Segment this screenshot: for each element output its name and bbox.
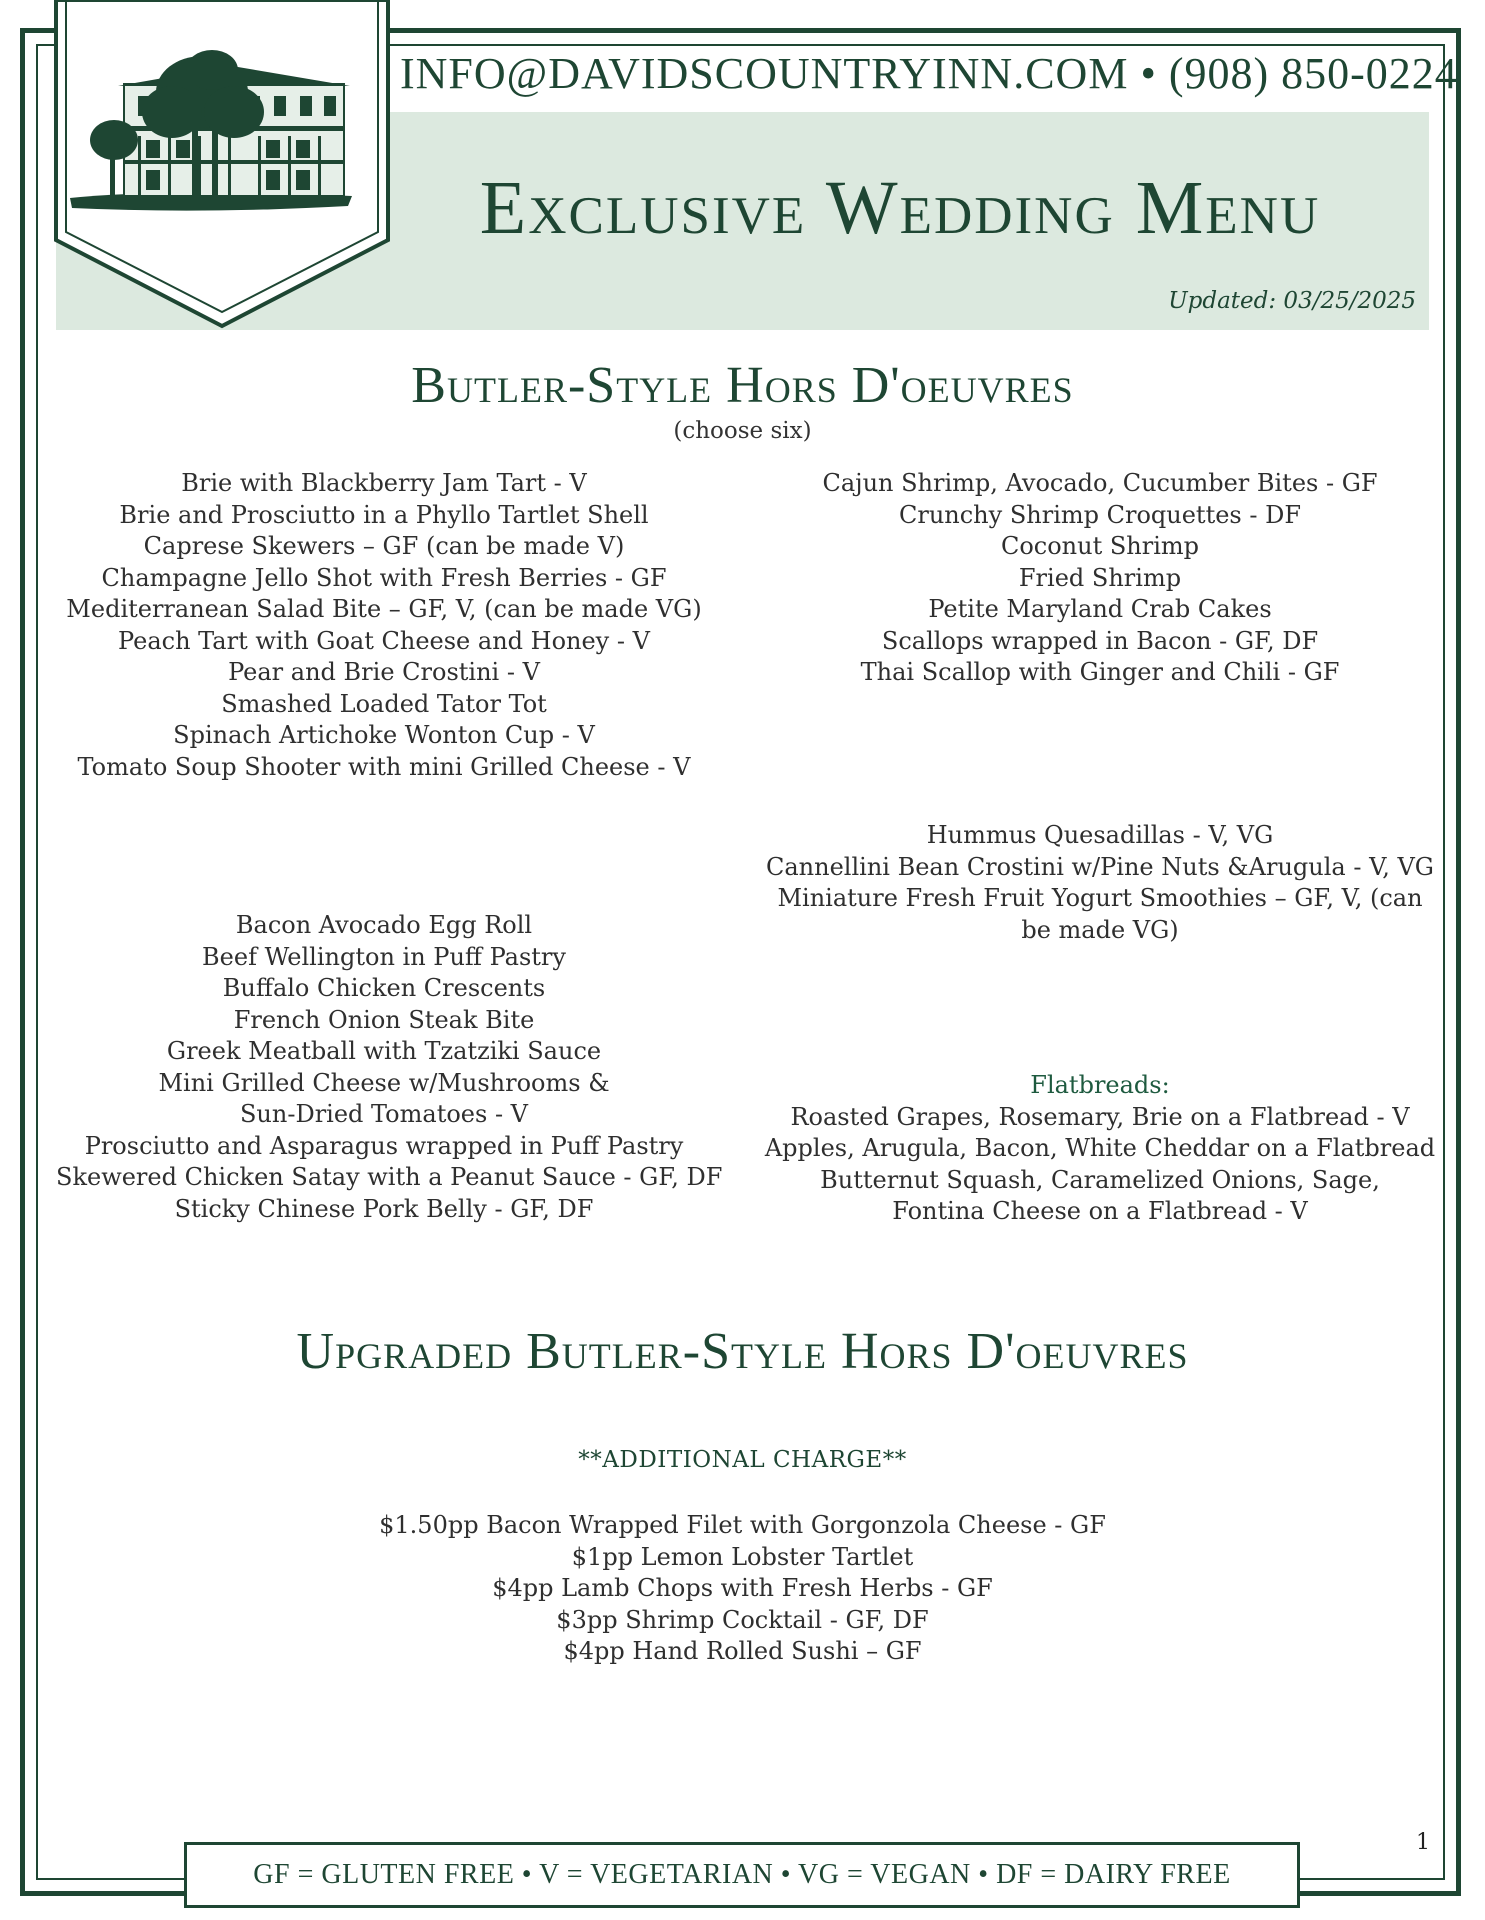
right-top-list bbox=[760, 468, 1440, 689]
list-item: Champagne Jello Shot with Fresh Berries - GF bbox=[101, 563, 667, 592]
list-item: Buffalo Chicken Crescents bbox=[222, 974, 546, 1002]
list-item: Petite Maryland Crab Cakes bbox=[928, 595, 1272, 623]
list-item: Peach Tart with Goat Cheese and Honey - V bbox=[118, 626, 650, 655]
additional-charge-note: **ADDITIONAL CHARGE** bbox=[578, 1447, 907, 1473]
list-item: Beef Wellington in Puff Pastry bbox=[202, 942, 566, 971]
list-item: Thai Scallop with Ginger and Chili - GF bbox=[860, 658, 1340, 686]
page-number: 1 bbox=[1416, 1830, 1430, 1855]
list-item: Brie and Prosciutto in a Phyllo Tartlet Shell bbox=[119, 500, 649, 529]
updated-date: Updated: 03/25/2025 bbox=[1168, 288, 1416, 314]
list-item: Pear and Brie Crostini - V bbox=[228, 658, 540, 686]
list-item: Mediterranean Salad Bite – GF, V, (can be made VG) bbox=[66, 595, 702, 623]
right-middle-list bbox=[760, 820, 1440, 946]
inn-building-with-trees-icon bbox=[52, 0, 392, 330]
list-item: $1pp Lemon Lobster Tartlet bbox=[571, 1542, 914, 1571]
dietary-legend: GF = GLUTEN FREE • V = VEGETARIAN • VG = VEGAN • DF = DAIRY FREE bbox=[184, 1842, 1300, 1908]
left-top-list bbox=[56, 468, 712, 783]
list-item: $4pp Lamb Chops with Fresh Herbs - GF bbox=[492, 1574, 993, 1602]
list-item: Brie with Blackberry Jam Tart - V bbox=[181, 469, 587, 497]
upgraded-list bbox=[56, 1510, 1429, 1668]
upgraded-section-title: Upgraded Butler-Style Hors D'oeuvres bbox=[296, 1323, 1189, 1380]
list-item: Fried Shrimp bbox=[1018, 563, 1182, 592]
list-item: Miniature Fresh Fruit Yogurt Smoothies – GF, V, (can be made VG) bbox=[777, 884, 1423, 944]
list-item: Apples, Arugula, Bacon, White Cheddar on a Flatbread bbox=[764, 1134, 1436, 1162]
list-item: Crunchy Shrimp Croquettes - DF bbox=[898, 500, 1301, 529]
list-item: Cajun Shrimp, Avocado, Cucumber Bites - GF bbox=[822, 469, 1378, 497]
list-item: French Onion Steak Bite bbox=[233, 1005, 535, 1034]
list-item: Cannellini Bean Crostini w/Pine Nuts &Arugula - V, VG bbox=[766, 852, 1434, 881]
list-item: $3pp Shrimp Cocktail - GF, DF bbox=[556, 1605, 929, 1634]
list-item: $4pp Hand Rolled Sushi – GF bbox=[563, 1637, 922, 1665]
list-item: Sticky Chinese Pork Belly - GF, DF bbox=[174, 1194, 594, 1223]
page-title: Exclusive Wedding Menu bbox=[479, 166, 1321, 250]
list-item: Butternut Squash, Caramelized Onions, Sage, Fontina Cheese on a Flatbread - V bbox=[820, 1165, 1380, 1225]
list-item: $1.50pp Bacon Wrapped Filet with Gorgonzola Cheese - GF bbox=[379, 1511, 1106, 1539]
list-item: Greek Meatball with Tzatziki Sauce bbox=[166, 1037, 602, 1065]
list-item: Scallops wrapped in Bacon - GF, DF bbox=[881, 626, 1319, 655]
list-item: Roasted Grapes, Rosemary, Brie on a Flatbread - V bbox=[790, 1102, 1410, 1131]
contact-info: INFO@DAVIDSCOUNTRYINN.COM • (908) 850-0224 bbox=[400, 49, 1458, 98]
choose-six-note: (choose six) bbox=[673, 418, 812, 444]
left-bottom-list bbox=[56, 910, 723, 1225]
list-item: Skewered Chicken Satay with a Peanut Sauce - GF, DF bbox=[56, 1163, 723, 1191]
flatbreads-list bbox=[760, 1070, 1440, 1228]
list-item: Spinach Artichoke Wonton Cup - V bbox=[173, 721, 595, 749]
list-item: Coconut Shrimp bbox=[1000, 532, 1200, 560]
butler-section-title: Butler-Style Hors D'oeuvres bbox=[411, 357, 1074, 414]
list-item: Caprese Skewers – GF (can be made V) bbox=[143, 532, 625, 560]
list-item: Tomato Soup Shooter with mini Grilled Cheese - V bbox=[77, 752, 691, 781]
list-item: Hummus Quesadillas - V, VG bbox=[926, 821, 1274, 849]
list-item: Bacon Avocado Egg Roll bbox=[235, 911, 533, 939]
list-item: Smashed Loaded Tator Tot bbox=[221, 689, 547, 718]
list-item: Mini Grilled Cheese w/Mushrooms & bbox=[158, 1068, 610, 1097]
list-item: Sun-Dried Tomatoes - V bbox=[239, 1100, 529, 1128]
flatbreads-heading: Flatbreads: bbox=[1030, 1071, 1170, 1099]
list-item: Prosciutto and Asparagus wrapped in Puff Pastry bbox=[84, 1131, 684, 1160]
